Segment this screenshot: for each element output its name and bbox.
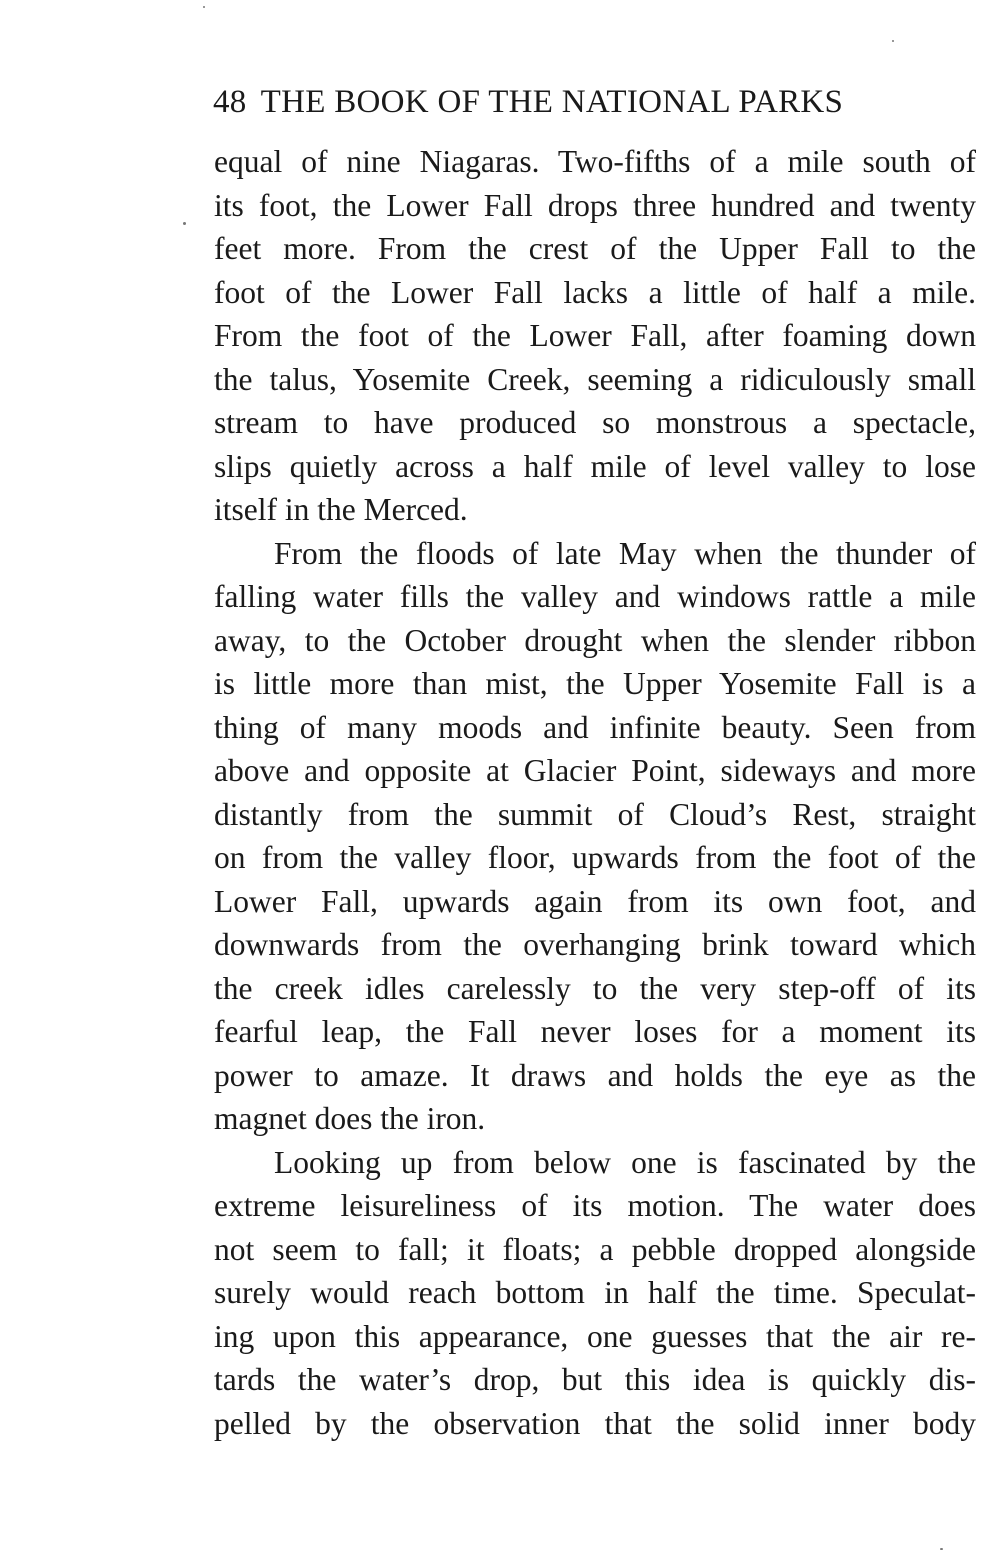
text-line: away, to the October drought when the slender ribbon	[214, 622, 976, 658]
text-line: above and opposite at Glacier Point, sideways and more	[214, 753, 976, 788]
paragraph-3	[214, 1141, 976, 1446]
text-line: thing of many moods and infinite beauty. Seen from	[214, 709, 976, 745]
scan-speck	[940, 1548, 943, 1550]
text-line: itself in the Merced.	[214, 492, 468, 527]
text-line: slips quietly across a half mile of level valley to lose	[214, 448, 976, 484]
text-line: fearful leap, the Fall never loses for a moment its	[214, 1014, 976, 1049]
scan-speck	[183, 222, 186, 225]
text-line: is little more than mist, the Upper Yosemite Fall is a	[214, 666, 976, 701]
text-line: distantly from the summit of Cloud’s Rest, straight	[214, 796, 976, 832]
paragraph-1	[214, 140, 976, 532]
scan-speck	[892, 40, 894, 42]
text-line: equal of nine Niagaras. Two-fifths of a mile south of	[214, 144, 976, 179]
text-line: on from the valley floor, upwards from the foot of the	[214, 840, 976, 875]
text-line: surely would reach bottom in half the time. Speculat-	[214, 1275, 976, 1310]
text-line: foot of the Lower Fall lacks a little of half a mile.	[214, 274, 976, 310]
text-line: From the foot of the Lower Fall, after foaming down	[214, 318, 976, 353]
text-line: From the floods of late May when the thunder of	[274, 535, 976, 571]
text-line: its foot, the Lower Fall drops three hundred and twenty	[214, 187, 976, 223]
text-line: feet more. From the crest of the Upper Fall to the	[214, 231, 976, 266]
text-line: magnet does the iron.	[214, 1101, 486, 1136]
text-line: power to amaze. It draws and holds the eye as the	[214, 1057, 976, 1093]
text-line: tards the water’s drop, but this idea is quickly dis-	[214, 1362, 976, 1397]
text-line: the talus, Yosemite Creek, seeming a ridiculously small	[214, 361, 976, 397]
text-line: pelled by the observation that the solid inner body	[214, 1405, 976, 1441]
text-line: falling water fills the valley and windows rattle a mile	[214, 579, 976, 614]
text-line: Lower Fall, upwards again from its own foot, and	[214, 883, 976, 919]
running-head	[213, 83, 973, 121]
page-number: 48	[213, 84, 247, 120]
text-line: not seem to fall; it floats; a pebble dropped alongside	[214, 1231, 976, 1267]
text-line: extreme leisureliness of its motion. The water does	[214, 1188, 976, 1223]
paragraph-2	[214, 532, 976, 1141]
body-text	[214, 140, 976, 1445]
text-line: ing upon this appearance, one guesses that the air re-	[214, 1318, 976, 1354]
text-line: Looking up from below one is fascinated by the	[274, 1144, 976, 1180]
scan-speck	[203, 6, 205, 8]
text-line: stream to have produced so monstrous a spectacle,	[214, 405, 976, 440]
running-title: THE BOOK OF THE NATIONAL PARKS	[260, 84, 844, 120]
text-line: the creek idles carelessly to the very step-off of its	[214, 970, 976, 1006]
text-line: downwards from the overhanging brink toward which	[214, 927, 976, 962]
